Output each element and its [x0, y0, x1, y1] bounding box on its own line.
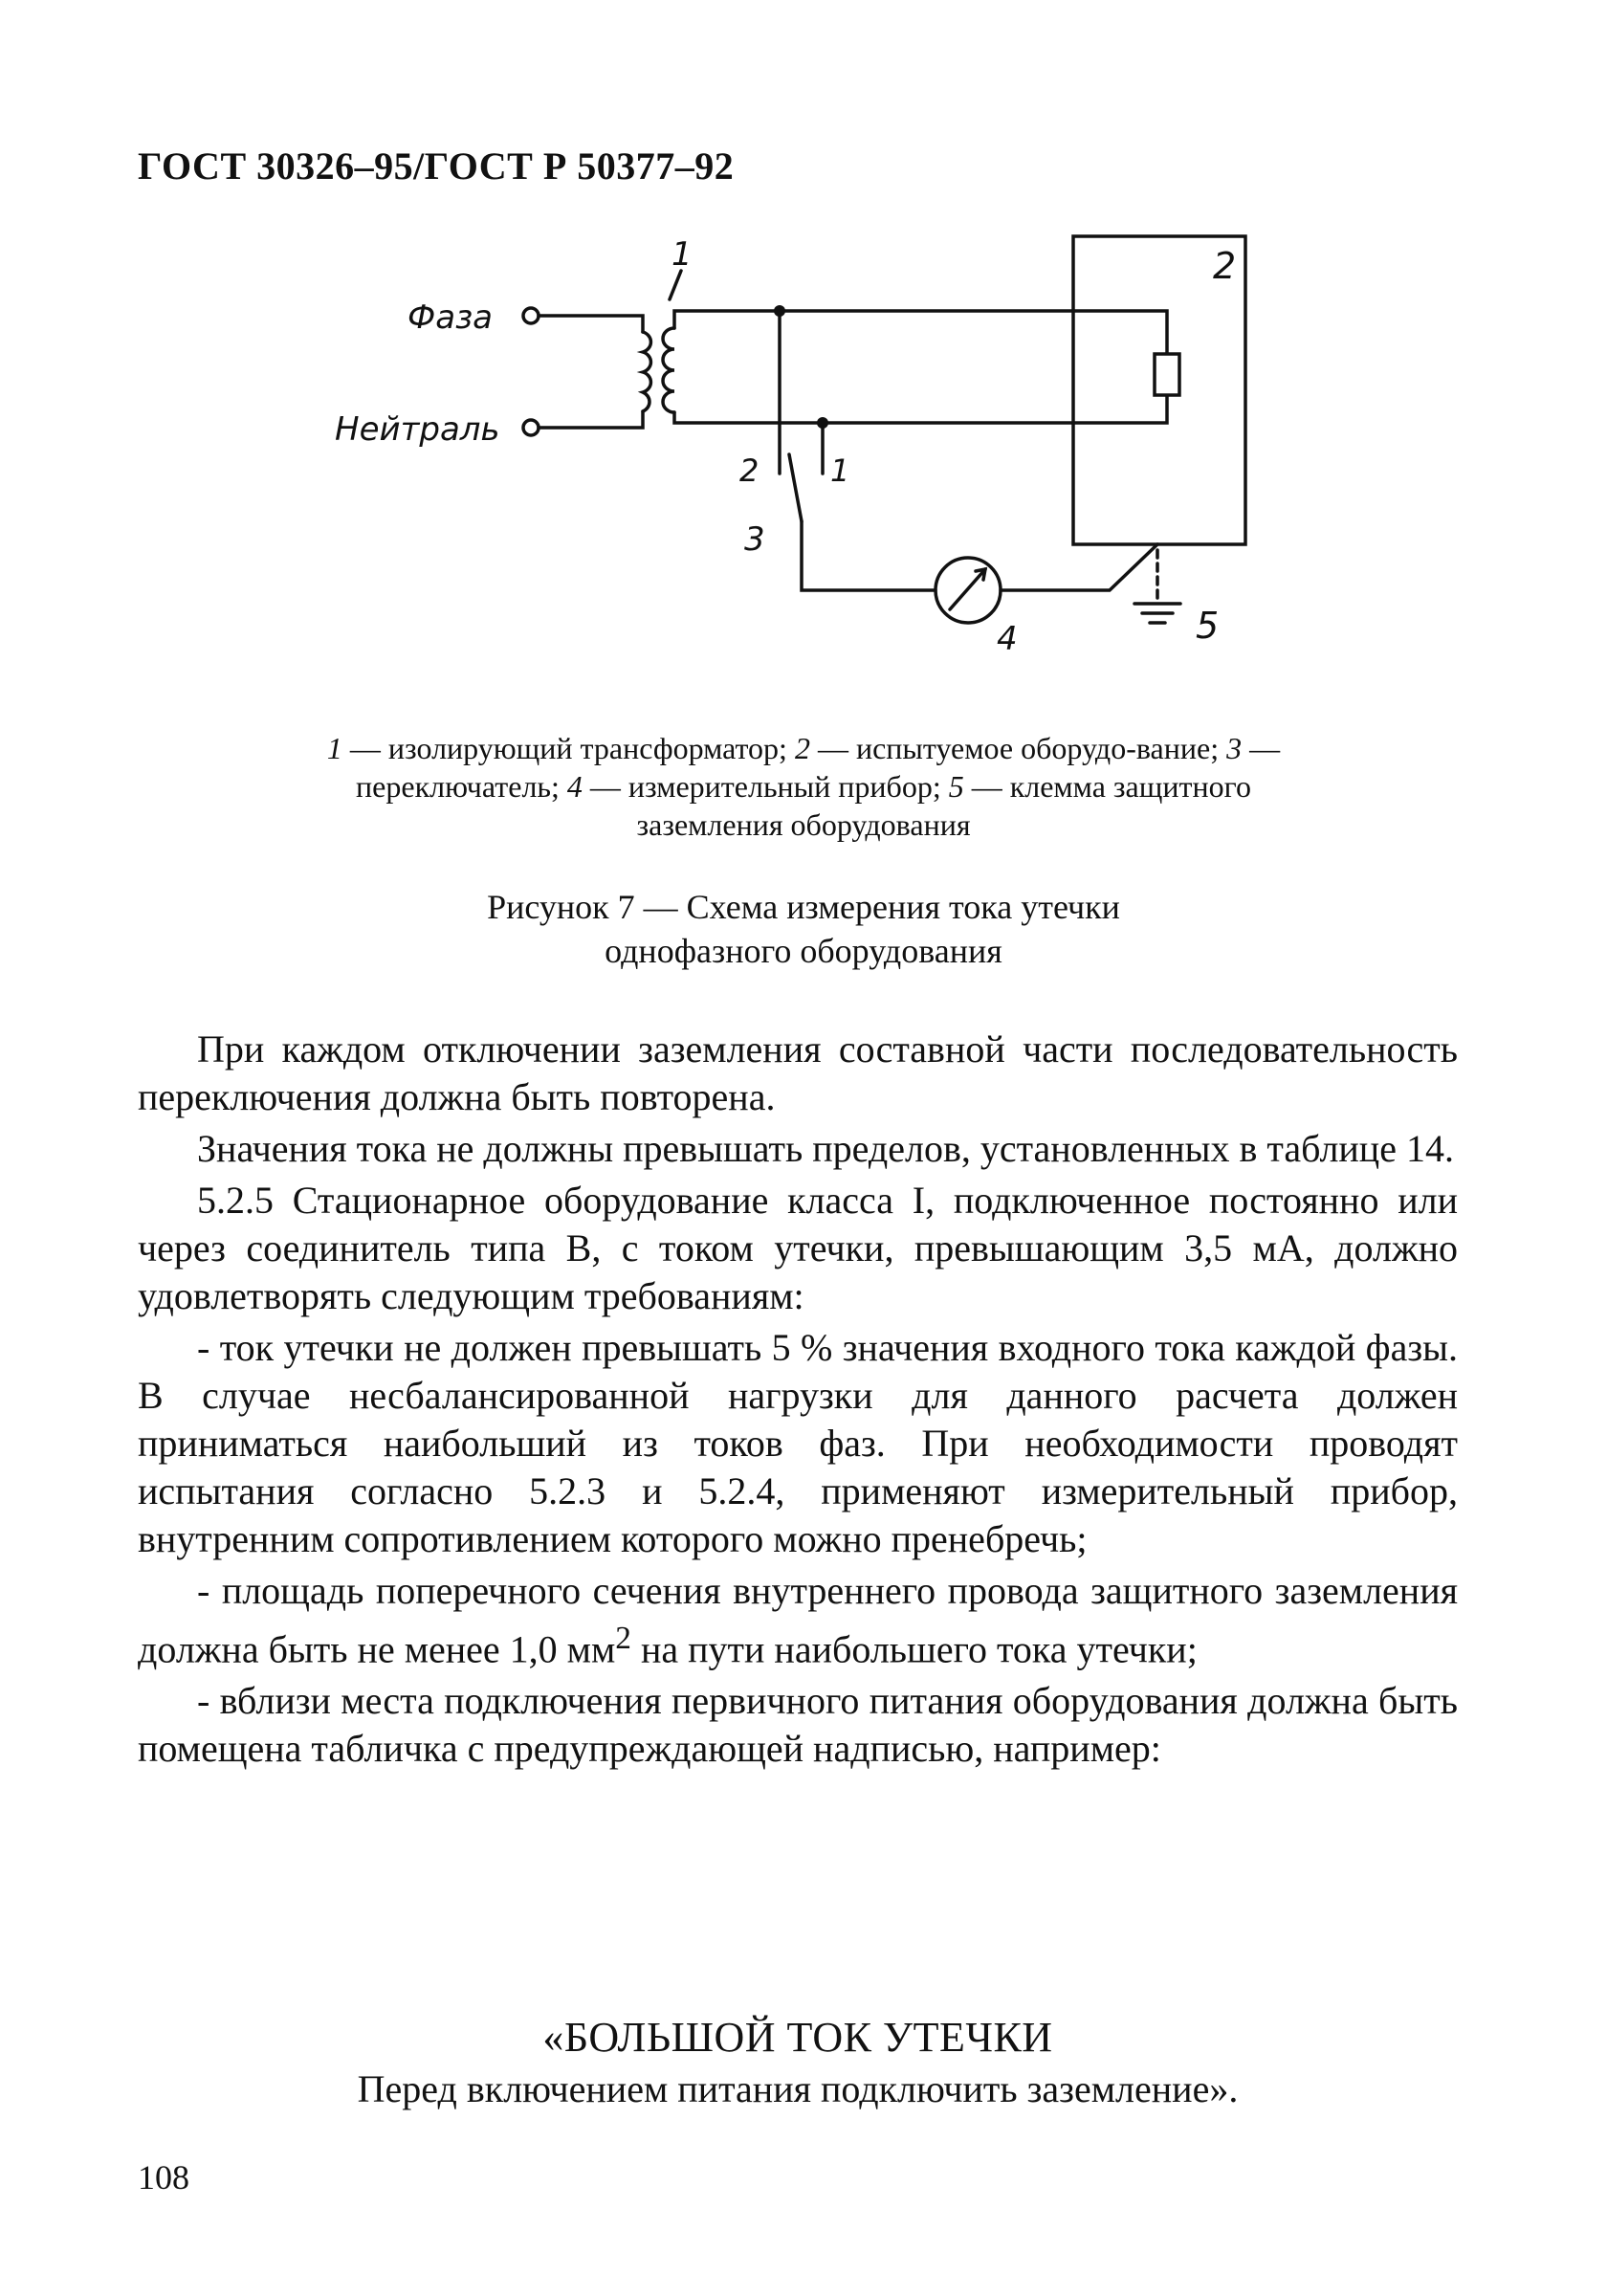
- legend-number: 3: [1226, 731, 1243, 765]
- paragraph: Значения тока не должны превышать пределов, установленных в таблице 14.: [197, 1127, 1454, 1170]
- warning-sign-text: [138, 2011, 1458, 2114]
- phase-lead: [539, 316, 643, 332]
- transformer-secondary-coil: [663, 328, 674, 412]
- neutral-lead: [539, 411, 643, 428]
- measurement-loop-left: [802, 521, 936, 590]
- neutral-label: Нейтраль: [335, 410, 500, 449]
- equipment-number: 2: [1213, 245, 1237, 287]
- body-text: [138, 1026, 1458, 1777]
- switch-contact-2-number: 2: [739, 453, 759, 489]
- figure-legend: [287, 729, 1320, 844]
- switch-number: 3: [744, 520, 765, 559]
- figure-caption: [287, 885, 1320, 973]
- legend-number: 1: [326, 731, 342, 765]
- terminal-number: 5: [1196, 605, 1220, 647]
- list-item-text: - площадь поперечного сечения внутреннего провода защитного заземления должна быть не менее 1,0 мм: [138, 1569, 1458, 1671]
- meter-number: 4: [997, 620, 1018, 658]
- legend-number: 5: [948, 769, 964, 804]
- paragraph: При каждом отключении заземления составной части последовательность переключения должна быть повторена.: [138, 1027, 1458, 1118]
- meter-arrow-shaft: [950, 569, 985, 609]
- list-item-text: на пути наибольшего тока утечки;: [630, 1627, 1198, 1671]
- warning-line-1: «БОЛЬШОЙ ТОК УТЕЧКИ: [542, 2014, 1053, 2061]
- page-number: 108: [138, 2158, 189, 2197]
- caption-line-1: Рисунок 7 — Схема измерения тока утечки: [487, 888, 1120, 926]
- warning-line-2: Перед включением питания подключить заземление».: [357, 2067, 1239, 2110]
- neutral-terminal: [523, 420, 539, 435]
- secondary-bottom-lead: [674, 395, 1167, 423]
- circuit-diagram: [316, 225, 1291, 684]
- secondary-top-lead: [674, 311, 1167, 354]
- phase-label: Фаза: [407, 298, 494, 337]
- paragraph: 5.2.5 Стационарное оборудование класса I, подключенное постоянно или через соединитель типа В, с током утечки, превышающим 3,5 мА, должно удовлетворять следующим требованиям:: [138, 1179, 1458, 1317]
- document-header: ГОСТ 30326–95/ГОСТ Р 50377–92: [138, 144, 735, 188]
- phase-terminal: [523, 308, 539, 323]
- list-item: - вблизи места подключения первичного питания оборудования должна быть помещена табличка с предупреждающей надписью, например:: [138, 1679, 1458, 1771]
- legend-text: — переключатель;: [356, 731, 1281, 804]
- legend-text: — изолирующий трансформатор;: [341, 731, 795, 765]
- load-resistor: [1155, 354, 1179, 395]
- legend-text: — клемма защитного заземления оборудования: [636, 769, 1251, 842]
- measurement-loop-right: [1001, 544, 1157, 590]
- legend-number: 2: [794, 731, 810, 765]
- list-item: [138, 1567, 1458, 1673]
- switch-blade: [789, 454, 802, 521]
- transformer-primary-coil: [643, 332, 650, 411]
- superscript: 2: [615, 1621, 631, 1656]
- label-1-pointer: [670, 271, 681, 299]
- legend-text: — испытуемое оборудо-вание;: [809, 731, 1227, 765]
- caption-line-2: однофазного оборудования: [605, 932, 1002, 970]
- leakage-current-schematic: [316, 225, 1291, 684]
- transformer-number: 1: [671, 235, 693, 274]
- legend-number: 4: [566, 769, 583, 804]
- junction-top: [774, 305, 785, 317]
- switch-contact-1-number: 1: [830, 453, 850, 489]
- list-item: - ток утечки не должен превышать 5 % значения входного тока каждой фазы. В случае несбалансированной нагрузки для данного расчета должен приниматься наибольший из токов фаз. При необходимости проводят испытания согласно 5.2.3 и 5.2.4, применяют измерительный прибор, внутренним сопротивлением которого можно пренебречь;: [138, 1326, 1458, 1560]
- legend-text: — измерительный прибор;: [582, 769, 949, 804]
- junction-bottom: [817, 417, 828, 429]
